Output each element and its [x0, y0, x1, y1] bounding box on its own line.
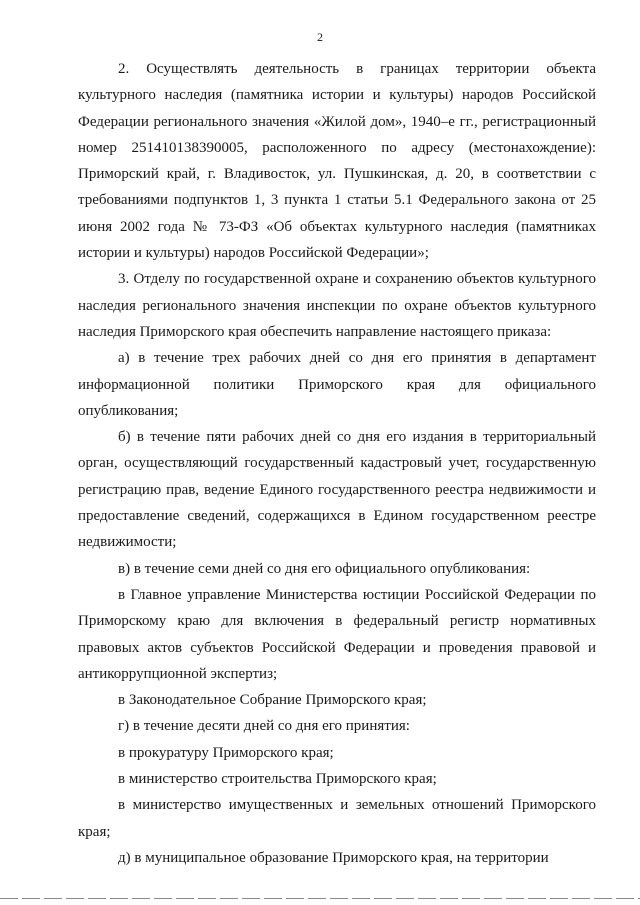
paragraph-item-3: 3. Отделу по государственной охране и сохранению объектов культурного наследия регионального значения инспекции по охране объектов культурного наследия Приморского края обеспечить направление настоящего приказа:	[78, 271, 596, 340]
paragraph-subitem-v: в) в течение семи дней со дня его официального опубликования:	[118, 560, 531, 577]
paragraph-recipient-construction: в министерство строительства Приморского края;	[118, 771, 437, 788]
paragraph-item-2: 2. Осуществлять деятельность в границах территории объекта культурного наследия (памятника истории и культуры) народов Российской Федерации регионального значения «Жилой дом», 1940–е гг., регистрационный номер 251410138390005, расположенного по адресу (местонахождение): Приморский край, г. Владивосток, ул. Пушкинская, д. 20, в соответствии с требованиями подпунктов 1, 3 пункта 1 статьи 5.1 Федерального закона от 25 июня 2002 года № 73-ФЗ «Об объектах культурного наследия (памятниках истории и культуры) народов Российской Федерации»;	[78, 61, 596, 262]
paragraph-recipient-justice: в Главное управление Министерства юстиции Российской Федерации по Приморскому краю для включения в федеральный регистр нормативных правовых актов субъектов Российской Федерации и проведения правовой и антикоррупционной экспертиз;	[78, 586, 596, 682]
page-bottom-divider	[0, 898, 640, 899]
document-body	[78, 56, 596, 871]
paragraph-subitem-d: д) в муниципальное образование Приморского края, на территории	[118, 849, 549, 866]
paragraph-recipient-prosecutor: в прокуратуру Приморского края;	[118, 744, 334, 761]
paragraph-subitem-g: г) в течение десяти дней со дня его принятия:	[118, 718, 410, 735]
paragraph-recipient-assembly: в Законодательное Собрание Приморского края;	[118, 692, 427, 709]
paragraph-subitem-b: б) в течение пяти рабочих дней со дня его издания в территориальный орган, осуществляющий государственный кадастровый учет, государственную регистрацию прав, ведение Единого государственного реестра недвижимости и предоставление сведений, содержащихся в Едином государственном реестре недвижимости;	[78, 429, 596, 551]
paragraph-recipient-property: в министерство имущественных и земельных отношений Приморского края;	[78, 797, 596, 840]
paragraph-subitem-a: а) в течение трех рабочих дней со дня его принятия в департамент информационной политики Приморского края для официального опубликования;	[78, 350, 596, 419]
page-number: 2	[317, 30, 323, 44]
